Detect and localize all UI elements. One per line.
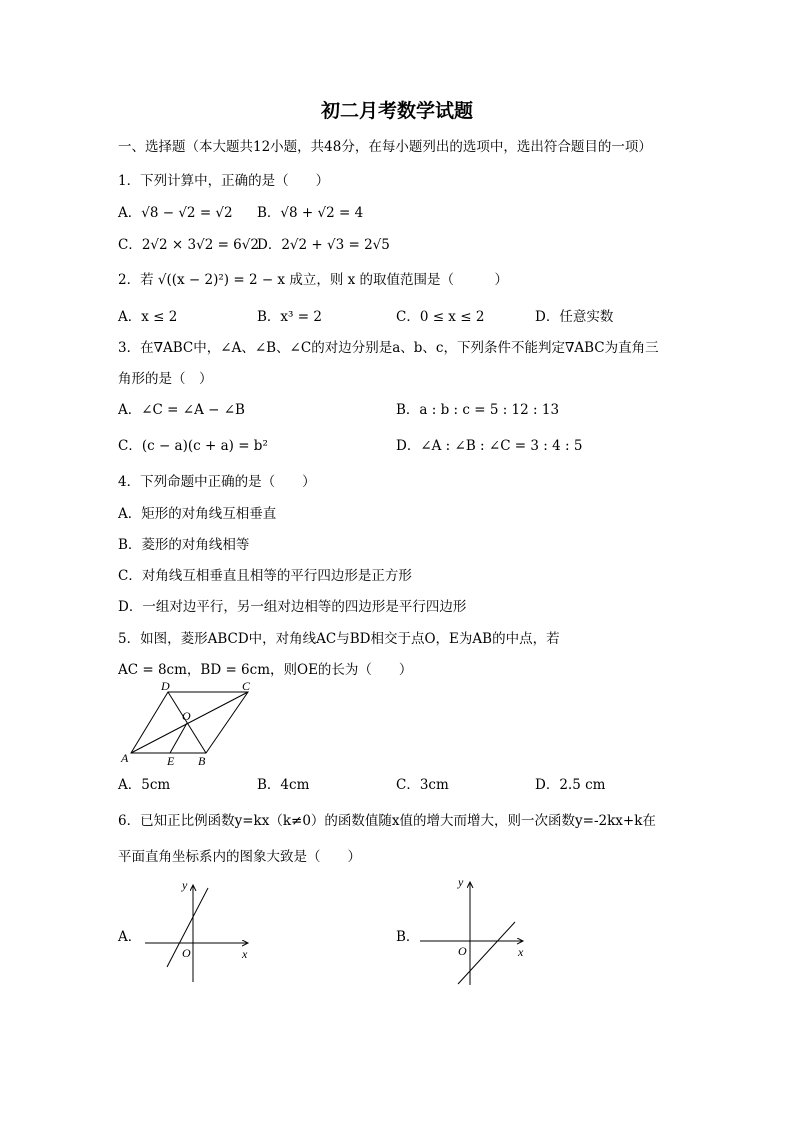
q1-option-b: B．√8 + √2 = 4 [257, 205, 364, 221]
q3-option-b: B．a : b : c = 5 : 12 : 13 [396, 402, 560, 418]
section-heading: 一、选择题（本大题共12小题，共48分，在每小题列出的选项中，选出符合题目的一项） [118, 139, 652, 155]
q2-option-b: B．x³ = 2 [257, 309, 322, 325]
label-b: B [198, 754, 206, 768]
q2-option-a: A．x ≤ 2 [118, 309, 178, 325]
q1-stem: 1．下列计算中，正确的是（ ） [118, 173, 330, 189]
q4-option-c: C．对角线互相垂直且相等的平行四边形是正方形 [118, 568, 412, 584]
q4-option-d: D．一组对边平行，另一组对边相等的四边形是平行四边形 [118, 599, 467, 615]
q2-option-c: C．0 ≤ x ≤ 2 [396, 309, 485, 325]
graph-b-x-label: x [518, 945, 524, 959]
q5-stem-line2: AC = 8cm，BD = 6cm，则OE的长为（ ） [118, 662, 413, 678]
graph-b-y-label: y [458, 875, 464, 889]
q1-option-a: A．√8 − √2 = √2 [118, 205, 233, 221]
label-d: D [161, 679, 170, 693]
q5-option-b: B．4cm [257, 777, 310, 793]
graph-a-x-label: x [242, 947, 248, 961]
q6-option-b-label: B． [396, 929, 420, 945]
graph-a-y-label: y [182, 878, 188, 892]
q5-option-d: D．2.5 cm [535, 777, 606, 793]
q2-option-d: D．任意实数 [535, 309, 614, 325]
label-o: O [182, 709, 191, 723]
q4-stem: 4．下列命题中正确的是（ ） [118, 474, 316, 490]
q1-option-c: C．2√2 × 3√2 = 6√2 [118, 237, 259, 253]
label-c: C [242, 679, 251, 693]
q3-option-c: C．(c − a)(c + a) = b² [118, 438, 268, 454]
q3-option-a: A．∠C = ∠A − ∠B [118, 402, 245, 418]
q4-option-a: A．矩形的对角线互相垂直 [118, 506, 277, 522]
q1-option-d: D．2√2 + √3 = 2√5 [257, 237, 390, 253]
q3-stem-line1: 3．在∇ABC中，∠A、∠B、∠C的对边分别是a、b、c，下列条件不能判定∇ABC为直角三 [118, 340, 659, 356]
q4-option-b: B．菱形的对角线相等 [118, 537, 250, 553]
graph-b-origin: O [458, 944, 467, 958]
q5-stem-line1: 5．如图，菱形ABCD中，对角线AC与BD相交于点O，E为AB的中点，若 [118, 631, 560, 647]
label-e: E [167, 754, 175, 768]
page-title: 初二月考数学试题 [320, 100, 473, 122]
graph-a-origin: O [182, 946, 191, 960]
q5-option-a: A．5cm [118, 777, 171, 793]
q2-stem: 2．若 √((x − 2)²) = 2 − x 成立，则 x 的取值范围是（ ） [118, 272, 509, 288]
q5-option-c: C．3cm [396, 777, 449, 793]
label-a: A [121, 751, 129, 765]
q3-stem-line2: 角形的是（ ） [118, 371, 213, 387]
q6-option-a-label: A． [118, 929, 142, 945]
q3-option-d: D．∠A : ∠B : ∠C = 3 : 4 : 5 [396, 438, 583, 454]
q6-stem-line1: 6．已知正比例函数y=kx（k≠0）的函数值随x值的增大而增大，则一次函数y=-2kx+k在 [118, 813, 656, 829]
q6-stem-line2: 平面直角坐标系内的图象大致是（ ） [118, 849, 361, 865]
